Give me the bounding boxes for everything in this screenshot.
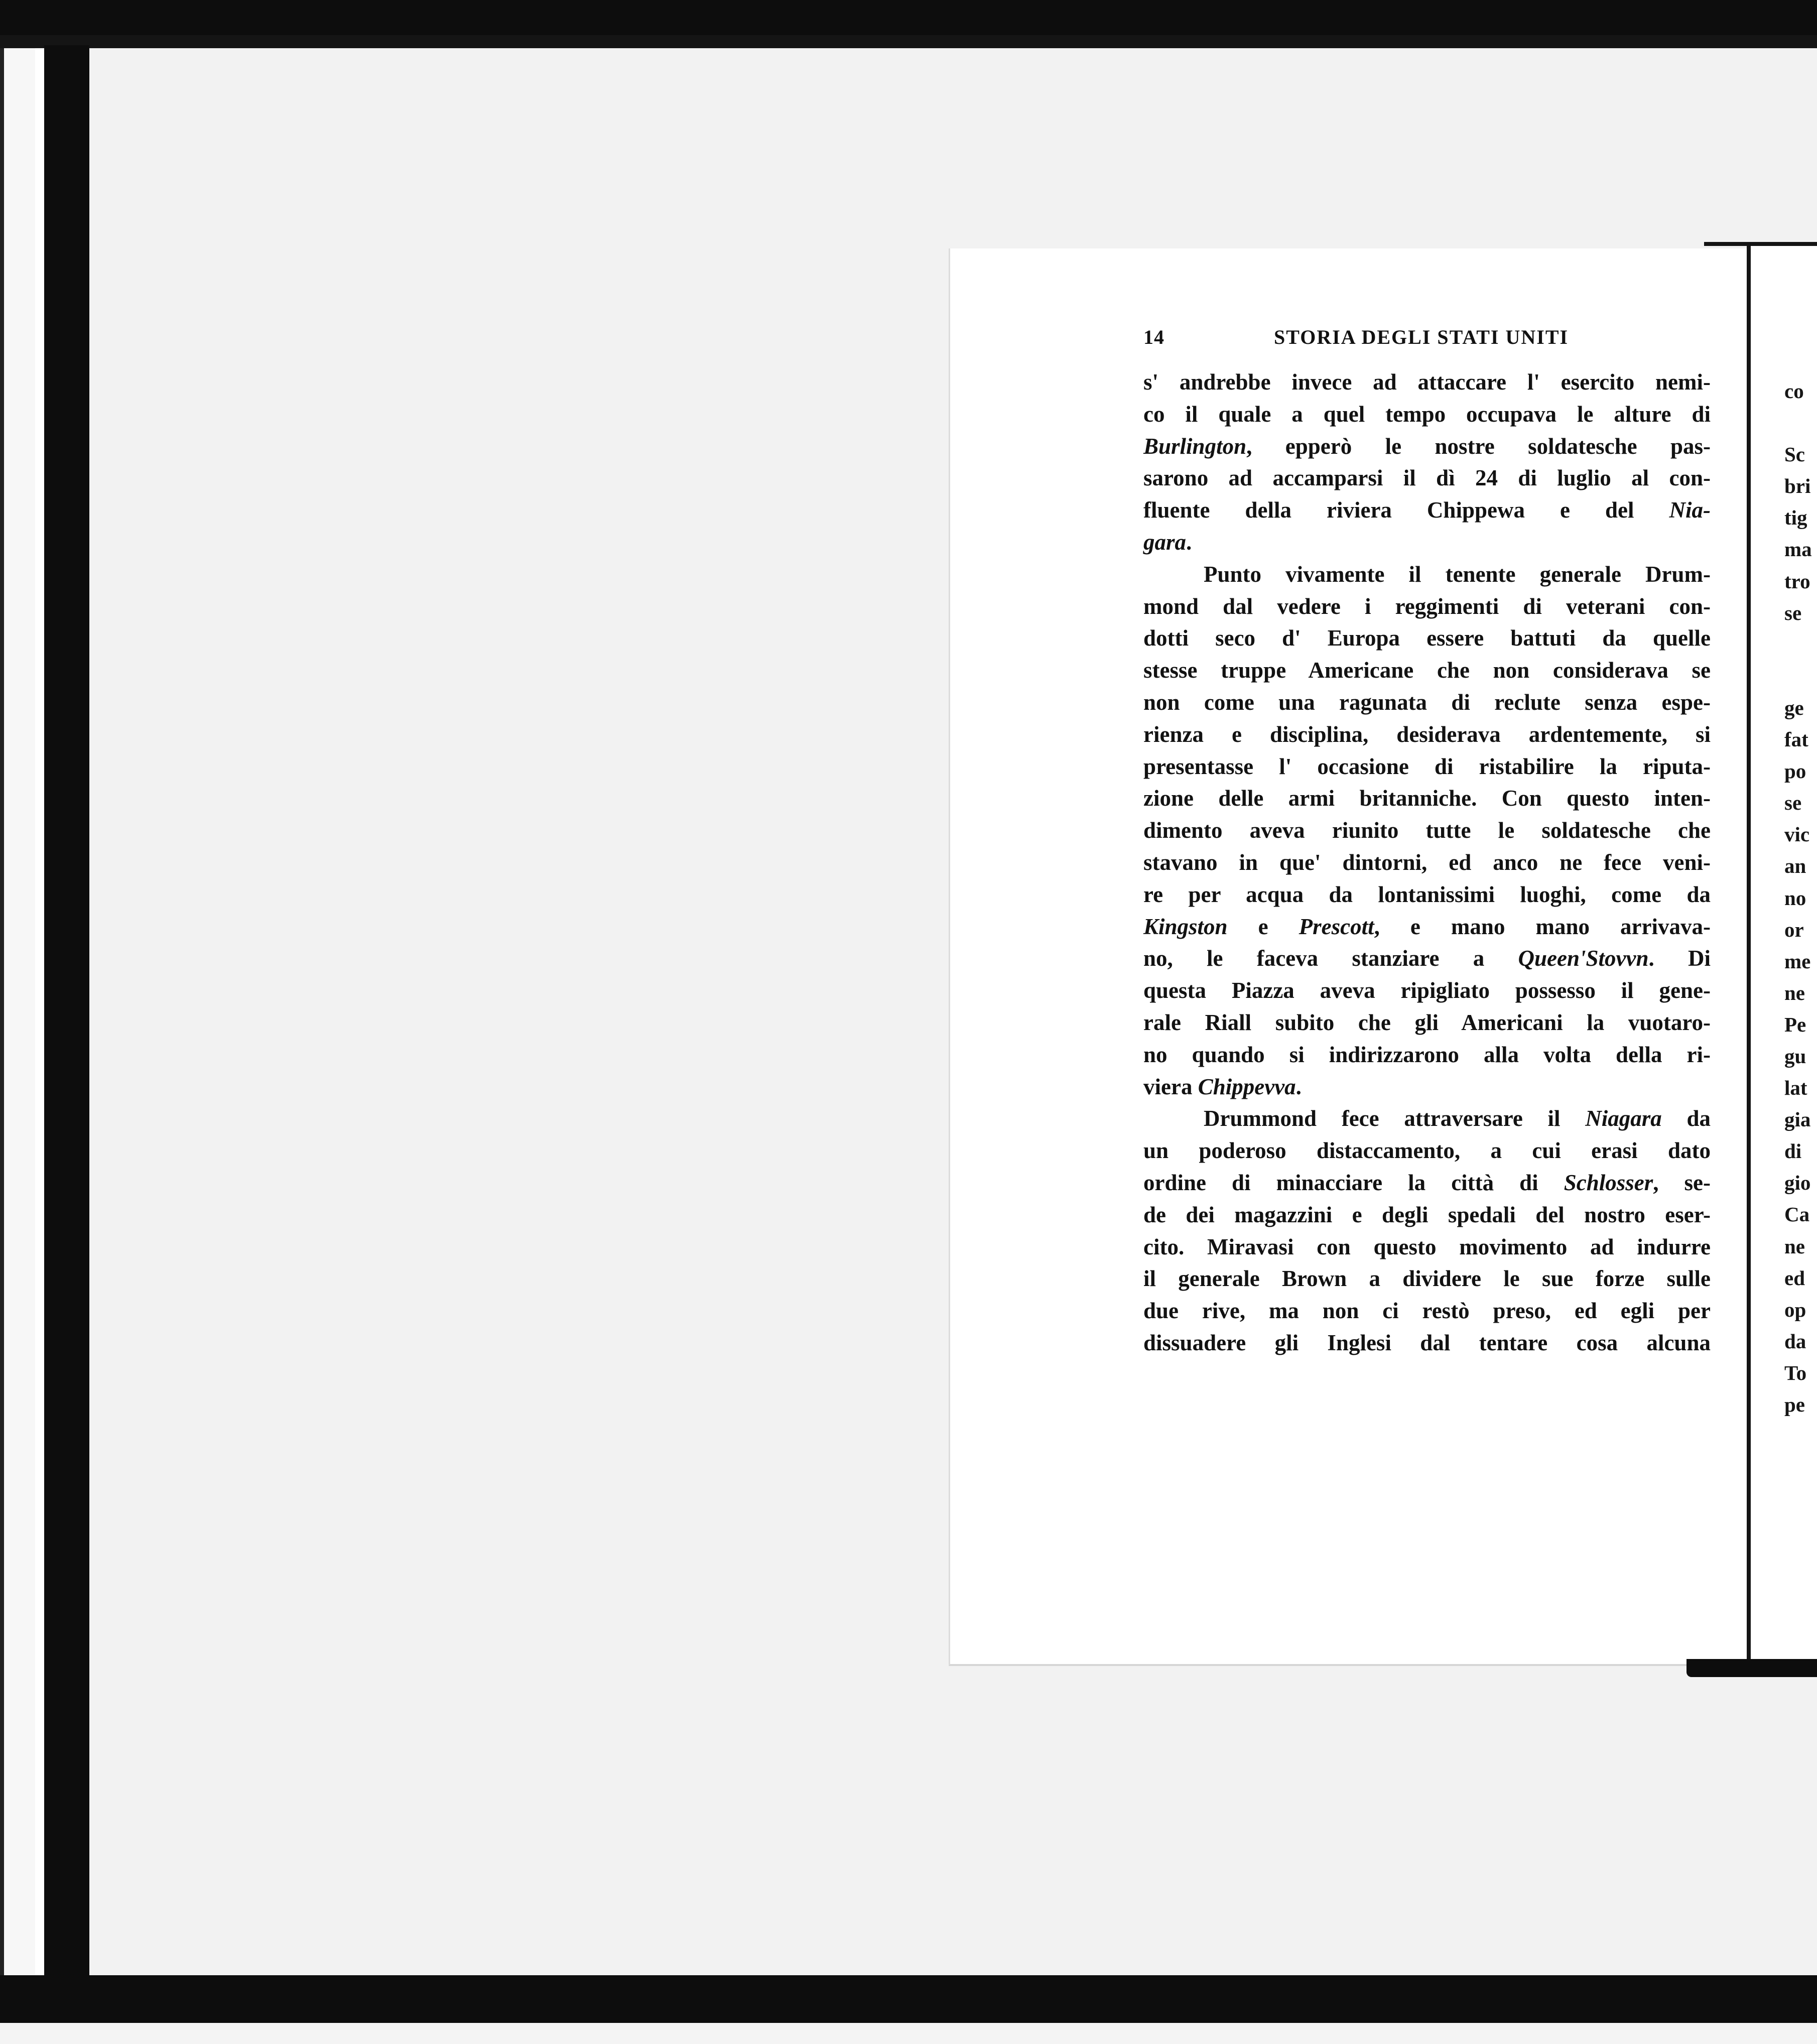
text-line	[1143, 559, 1711, 591]
text-segment: , epperò le nostre soldatesche pas-	[1246, 433, 1711, 459]
neighbour-line-fragment: pe	[1784, 1393, 1805, 1416]
text-line	[1143, 751, 1711, 783]
text-segment: co il quale a quel tempo occupava le alture di	[1143, 401, 1711, 427]
text-segment: e	[1227, 914, 1299, 939]
text-segment: zione delle armi britanniche. Con questo inten-	[1143, 786, 1711, 811]
film-edge-left	[0, 45, 4, 2008]
paragraph	[1143, 366, 1711, 559]
text-segment: dotti seco d' Europa essere battuti da quelle	[1143, 625, 1711, 651]
film-margin-bottom	[0, 2023, 1817, 2044]
neighbour-line-fragment: To	[1784, 1361, 1807, 1384]
text-segment: , e mano mano arrivava-	[1374, 914, 1711, 939]
italic-segment: Queen'Stovvn	[1518, 946, 1649, 971]
neighbour-line-fragment: no	[1784, 886, 1806, 910]
neighbour-line-fragment: bri	[1784, 474, 1811, 498]
neighbour-line-fragment: co	[1784, 379, 1804, 403]
neighbour-line-fragment: ne	[1784, 1234, 1805, 1258]
text-segment: sarono ad accamparsi il dì 24 di luglio al con-	[1143, 465, 1711, 491]
text-segment: .	[1295, 1074, 1302, 1099]
film-border-top-inner	[0, 35, 1817, 48]
neighbour-line-fragment: se	[1784, 791, 1802, 815]
text-segment: , se-	[1653, 1170, 1711, 1195]
text-segment: no quando si indirizzarono alla volta della ri-	[1143, 1042, 1711, 1067]
text-segment: Drummond fece attraversare il	[1204, 1106, 1586, 1131]
text-segment: fluente della riviera Chippewa e del	[1143, 497, 1669, 523]
text-line	[1143, 975, 1711, 1007]
neighbour-line-fragment: ge	[1784, 696, 1804, 719]
paragraph	[1143, 559, 1711, 1103]
neighbour-line-fragment: Ca	[1784, 1203, 1810, 1226]
neighbour-line-fragment: gia	[1784, 1108, 1811, 1131]
text-line	[1143, 783, 1711, 815]
italic-segment: Niagara	[1585, 1106, 1662, 1131]
text-line	[1143, 687, 1711, 719]
text-line	[1143, 847, 1711, 879]
text-line	[1143, 527, 1711, 559]
paragraph	[1143, 1103, 1711, 1359]
gutter-line	[1747, 246, 1751, 1659]
text-line	[1143, 462, 1711, 494]
text-segment: da	[1661, 1106, 1711, 1131]
text-segment: due rive, ma non ci restò preso, ed egli per	[1143, 1298, 1711, 1324]
neighbour-line-fragment: Sc	[1784, 443, 1805, 466]
text-line	[1143, 494, 1711, 527]
text-line	[1143, 1071, 1711, 1103]
neighbour-line-fragment: vic	[1784, 823, 1810, 846]
italic-segment: Prescott	[1299, 914, 1374, 939]
text-segment: rienza e disciplina, desiderava ardentemente, si	[1143, 721, 1711, 747]
text-segment: mond dal vedere i reggimenti di veterani con-	[1143, 593, 1711, 619]
text-line	[1143, 1295, 1711, 1327]
text-segment: dissuadere gli Inglesi dal tentare cosa alcuna	[1143, 1330, 1711, 1355]
page-number: 14	[1143, 326, 1164, 348]
italic-segment: Burlington	[1143, 433, 1247, 459]
film-border-left	[44, 45, 89, 2008]
italic-segment: Chippevva	[1198, 1074, 1296, 1099]
text-line	[1143, 591, 1711, 623]
neighbour-line-fragment: tro	[1784, 569, 1810, 593]
text-line	[1143, 719, 1711, 751]
neighbour-line-fragment	[1784, 661, 1817, 692]
text-line	[1143, 431, 1711, 463]
text-line	[1143, 622, 1711, 655]
text-line	[1143, 1135, 1711, 1167]
text-line	[1143, 1199, 1711, 1231]
neighbour-line-fragment: da	[1784, 1329, 1806, 1353]
text-line	[1143, 1327, 1711, 1359]
text-line	[1143, 399, 1711, 431]
text-segment: ordine di minacciare la città di	[1143, 1170, 1564, 1195]
italic-segment: Schlosser	[1564, 1170, 1653, 1195]
gutter-foot	[1686, 1659, 1817, 1677]
text-segment: de dei magazzini e degli spedali del nostro eser-	[1143, 1202, 1711, 1227]
text-segment: stavano in que' dintorni, ed anco ne fece veni-	[1143, 849, 1711, 875]
text-line	[1143, 366, 1711, 399]
neighbour-page-text	[1784, 375, 1817, 1421]
neighbour-line-fragment: gu	[1784, 1044, 1806, 1068]
italic-segment: Nia-	[1669, 497, 1711, 523]
text-line	[1143, 1231, 1711, 1263]
text-line	[1143, 1103, 1711, 1135]
text-segment: no, le faceva stanziare a	[1143, 946, 1518, 971]
text-line	[1143, 911, 1711, 943]
neighbour-line-fragment: Pe	[1784, 1012, 1806, 1036]
neighbour-line-fragment: tig	[1784, 506, 1807, 530]
text-segment: cito. Miravasi con questo movimento ad indurre	[1143, 1234, 1711, 1259]
neighbour-line-fragment	[1784, 629, 1817, 661]
text-segment: questa Piazza aveva ripigliato possesso il gene-	[1143, 978, 1711, 1003]
body-text	[1143, 366, 1711, 1359]
text-line	[1143, 943, 1711, 975]
text-segment: non come una ragunata di reclute senza espe-	[1143, 689, 1711, 715]
italic-segment: gara	[1143, 529, 1187, 555]
text-segment: . Di	[1648, 946, 1711, 971]
text-segment: rale Riall subito che gli Americani la vuotaro-	[1143, 1009, 1711, 1035]
neighbour-line-fragment: or	[1784, 918, 1804, 941]
neighbour-line-fragment: gio	[1784, 1171, 1811, 1195]
neighbour-line-fragment: ed	[1784, 1266, 1805, 1290]
neighbour-line-fragment: ma	[1784, 538, 1812, 561]
neighbour-line-fragment: ne	[1784, 981, 1805, 1004]
neighbour-line-fragment: fat	[1784, 728, 1808, 751]
text-line	[1143, 1263, 1711, 1295]
text-segment: s' andrebbe invece ad attaccare l' esercito nemi-	[1143, 369, 1711, 395]
text-line	[1143, 879, 1711, 911]
running-head-title: STORIA DEGLI STATI UNITI	[1274, 326, 1569, 348]
neighbour-line-fragment: di	[1784, 1139, 1802, 1163]
italic-segment: Kingston	[1143, 914, 1228, 939]
neighbour-line-fragment	[1784, 407, 1817, 439]
neighbour-line-fragment: op	[1784, 1298, 1806, 1321]
text-segment: presentasse l' occasione di ristabilire la riputa-	[1143, 753, 1711, 779]
text-segment: stesse truppe Americane che non considerava se	[1143, 658, 1711, 683]
text-segment: Punto vivamente il tenente generale Drum-	[1204, 561, 1711, 587]
neighbour-line-fragment: an	[1784, 854, 1806, 878]
text-segment: .	[1186, 529, 1192, 555]
text-segment: dimento aveva riunito tutte le soldatesche che	[1143, 818, 1711, 843]
text-line	[1143, 1039, 1711, 1071]
neighbour-line-fragment: lat	[1784, 1076, 1807, 1100]
text-segment: il generale Brown a dividere le sue forze sulle	[1143, 1266, 1711, 1292]
text-line	[1143, 1167, 1711, 1199]
gutter-cap	[1704, 242, 1817, 246]
neighbour-line-fragment: me	[1784, 949, 1811, 973]
neighbour-line-fragment: po	[1784, 759, 1806, 783]
text-segment: un poderoso distaccamento, a cui erasi dato	[1143, 1138, 1711, 1164]
text-segment: re per acqua da lontanissimi luoghi, come da	[1143, 881, 1711, 907]
film-margin-left	[0, 45, 35, 2008]
film-border-bottom	[0, 1975, 1817, 2023]
running-head	[1143, 325, 1711, 355]
neighbour-line-fragment: se	[1784, 601, 1802, 624]
text-line	[1143, 815, 1711, 847]
text-line	[1143, 1007, 1711, 1039]
text-segment: viera	[1143, 1074, 1198, 1099]
text-line	[1143, 655, 1711, 687]
